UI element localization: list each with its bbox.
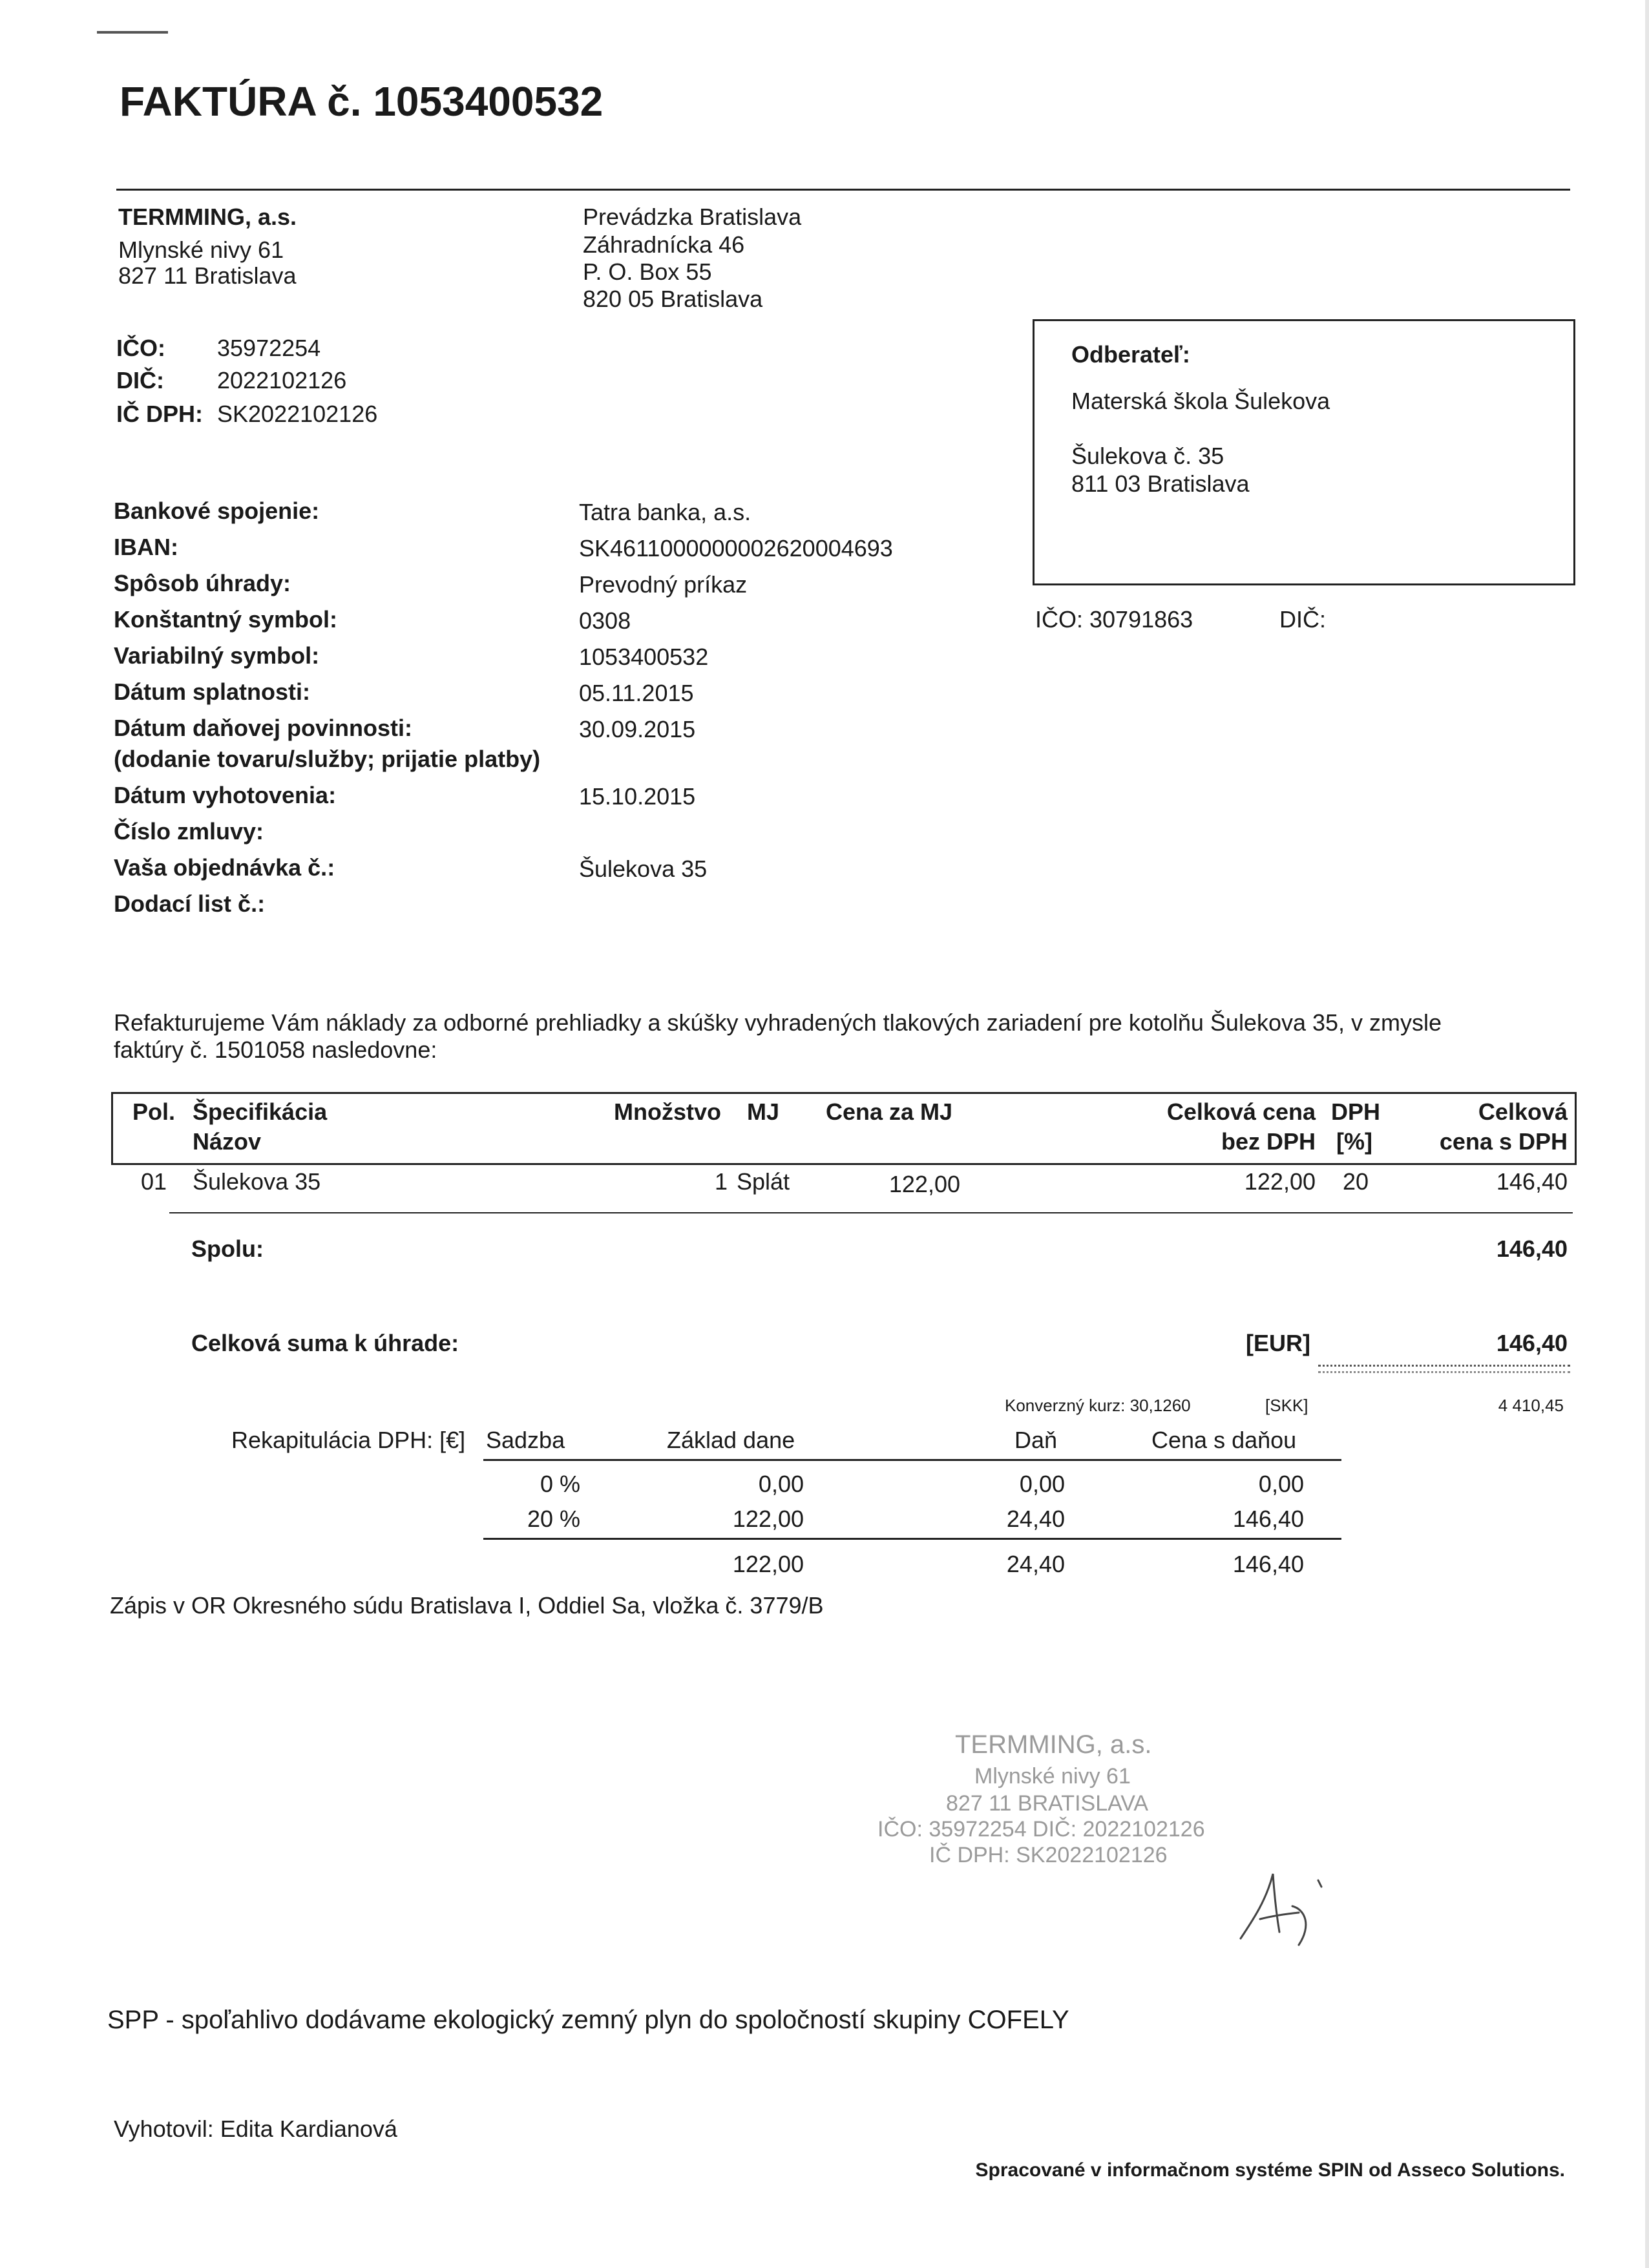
total-label: Celková suma k úhrade:	[191, 1330, 459, 1356]
col-spec: Špecifikácia	[193, 1098, 328, 1125]
vat-header-cena: Cena s daňou	[1151, 1427, 1297, 1453]
vat-row-zaklad: 122,00	[732, 1506, 804, 1532]
col-celkova-bez1: Celková cena	[1166, 1098, 1316, 1125]
customer-city: 811 03 Bratislava	[1071, 470, 1250, 497]
vat-row-cena: 146,40	[1232, 1506, 1304, 1532]
company-stamp-line4: IČO: 35972254 DIČ: 2022102126	[877, 1817, 1205, 1842]
supplier-street: Mlynské nivy 61	[118, 236, 284, 263]
prepared-by: Vyhotovil: Edita Kardianová	[114, 2116, 397, 2142]
skk-value: 4 410,45	[1498, 1396, 1564, 1415]
supplier-ico: 35972254	[217, 335, 321, 361]
footer-note: Spracované v informačnom systéme SPIN od Asseco Solutions.	[975, 2159, 1565, 2181]
items-bottom-rule	[169, 1212, 1573, 1213]
payment-label: Číslo zmluvy:	[114, 818, 264, 845]
customer-ico: IČO: 30791863	[1035, 606, 1193, 633]
payment-value: 1053400532	[579, 644, 709, 670]
col-mnozstvo: Množstvo	[614, 1098, 721, 1125]
vat-row-dan: 0,00	[1019, 1471, 1065, 1497]
item-bez-dph: 122,00	[1244, 1168, 1316, 1195]
col-nazov: Názov	[193, 1128, 262, 1155]
skk-label: [SKK]	[1265, 1396, 1308, 1415]
col-celkova-s1: Celková	[1478, 1098, 1568, 1125]
vat-total-dan: 24,40	[1006, 1551, 1065, 1577]
customer-name: Materská škola Šulekova	[1071, 388, 1330, 414]
intro-line1: Refakturujeme Vám náklady za odborné prehliadky a skúšky vyhradených tlakových zariadení pre kotolňu Šulekova 35, v zmysle	[114, 1009, 1442, 1036]
branch-line1: Prevádzka Bratislava	[583, 204, 802, 230]
vat-header-dan: Daň	[1014, 1427, 1058, 1453]
payment-label: Dátum splatnosti:	[114, 678, 311, 705]
col-cena-mj: Cena za MJ	[826, 1098, 953, 1125]
supplier-ico-label: IČO:	[116, 335, 165, 361]
payment-label: Vaša objednávka č.:	[114, 854, 335, 881]
vat-total-zaklad: 122,00	[732, 1551, 804, 1577]
customer-dic: DIČ:	[1279, 606, 1326, 633]
payment-value: 05.11.2015	[579, 680, 694, 706]
vat-row-dan: 24,40	[1006, 1506, 1065, 1532]
vat-row-sadzba: 20 %	[527, 1506, 580, 1532]
item-pol: 01	[141, 1168, 167, 1195]
total-value: 146,40	[1496, 1330, 1568, 1356]
payment-value: 30.09.2015	[579, 716, 696, 742]
invoice-title: FAKTÚRA č. 1053400532	[120, 78, 604, 125]
payment-value: Tatra banka, a.s.	[579, 499, 751, 525]
spolu-label: Spolu:	[191, 1235, 264, 1262]
payment-value: Prevodný príkaz	[579, 571, 748, 598]
vat-header-zaklad: Základ dane	[667, 1427, 795, 1453]
scan-mark	[97, 31, 168, 34]
payment-label: (dodanie tovaru/služby; prijatie platby)	[114, 746, 541, 772]
payment-value: 0308	[579, 607, 631, 634]
vat-header-rule	[483, 1459, 1341, 1461]
item-s-dph: 146,40	[1496, 1168, 1568, 1195]
vat-row-sadzba: 0 %	[540, 1471, 580, 1497]
customer-street: Šulekova č. 35	[1071, 443, 1224, 469]
scan-edge	[1645, 0, 1649, 2268]
supplier-icdph: SK2022102126	[217, 401, 378, 427]
item-dph: 20	[1343, 1168, 1369, 1195]
vat-total-cena: 146,40	[1232, 1551, 1304, 1577]
item-nazov: Šulekova 35	[193, 1168, 321, 1195]
payment-label: Dodací list č.:	[114, 890, 266, 917]
supplier-dic-label: DIČ:	[116, 367, 164, 394]
supplier-city: 827 11 Bratislava	[118, 262, 297, 289]
col-celkova-s2: cena s DPH	[1439, 1128, 1568, 1155]
supplier-dic: 2022102126	[217, 367, 347, 394]
supplier-icdph-label: IČ DPH:	[116, 401, 203, 427]
vat-rows-rule	[483, 1538, 1341, 1540]
payment-label: Spôsob úhrady:	[114, 570, 291, 596]
item-mj: Splát	[737, 1168, 790, 1195]
total-dotted-rule-2	[1318, 1371, 1570, 1373]
branch-line2: Záhradnícka 46	[583, 231, 745, 258]
vat-recap-title: Rekapitulácia DPH: [€]	[231, 1427, 466, 1453]
col-dph1: DPH	[1331, 1098, 1381, 1125]
item-cena-mj: 122,00	[888, 1171, 960, 1197]
col-pol: Pol.	[132, 1098, 176, 1125]
intro-line2: faktúry č. 1501058 nasledovne:	[114, 1036, 437, 1063]
total-currency: [EUR]	[1246, 1330, 1310, 1356]
title-rule	[116, 189, 1570, 191]
vat-header-sadzba: Sadzba	[486, 1427, 565, 1453]
customer-heading: Odberateľ:	[1071, 341, 1190, 368]
payment-label: Dátum vyhotovenia:	[114, 782, 337, 808]
company-stamp-line3: 827 11 BRATISLAVA	[946, 1791, 1149, 1816]
slogan: SPP - spoľahlivo dodávame ekologický zemný plyn do spoločností skupiny COFELY	[107, 2006, 1069, 2034]
payment-value: Šulekova 35	[579, 856, 708, 882]
conversion-rate: Konverzný kurz: 30,1260	[1005, 1396, 1191, 1415]
branch-line4: 820 05 Bratislava	[583, 286, 763, 312]
item-mnozstvo: 1	[714, 1168, 728, 1195]
spolu-value: 146,40	[1496, 1235, 1568, 1262]
payment-label: Variabilný symbol:	[114, 642, 320, 669]
payment-label: Bankové spojenie:	[114, 498, 320, 524]
items-header-rule	[111, 1163, 1577, 1165]
col-celkova-bez2: bez DPH	[1221, 1128, 1316, 1155]
payment-label: Dátum daňovej povinnosti:	[114, 715, 413, 741]
vat-row-cena: 0,00	[1258, 1471, 1304, 1497]
supplier-name: TERMMING, a.s.	[118, 204, 297, 230]
company-stamp-line5: IČ DPH: SK2022102126	[929, 1843, 1168, 1867]
total-dotted-rule	[1318, 1365, 1570, 1367]
payment-label: IBAN:	[114, 534, 178, 560]
company-stamp-line2: Mlynské nivy 61	[974, 1764, 1131, 1789]
payment-value: 15.10.2015	[579, 783, 696, 810]
payment-value: SK4611000000002620004693	[579, 535, 893, 562]
col-dph2: [%]	[1336, 1128, 1372, 1155]
vat-row-zaklad: 0,00	[758, 1471, 804, 1497]
signature-mark	[1215, 1861, 1331, 1958]
company-stamp-line1: TERMMING, a.s.	[955, 1730, 1152, 1759]
register-note: Zápis v OR Okresného súdu Bratislava I, Oddiel Sa, vložka č. 3779/B	[110, 1592, 824, 1619]
payment-label: Konštantný symbol:	[114, 606, 338, 633]
branch-line3: P. O. Box 55	[583, 258, 712, 285]
col-mj: MJ	[747, 1098, 780, 1125]
